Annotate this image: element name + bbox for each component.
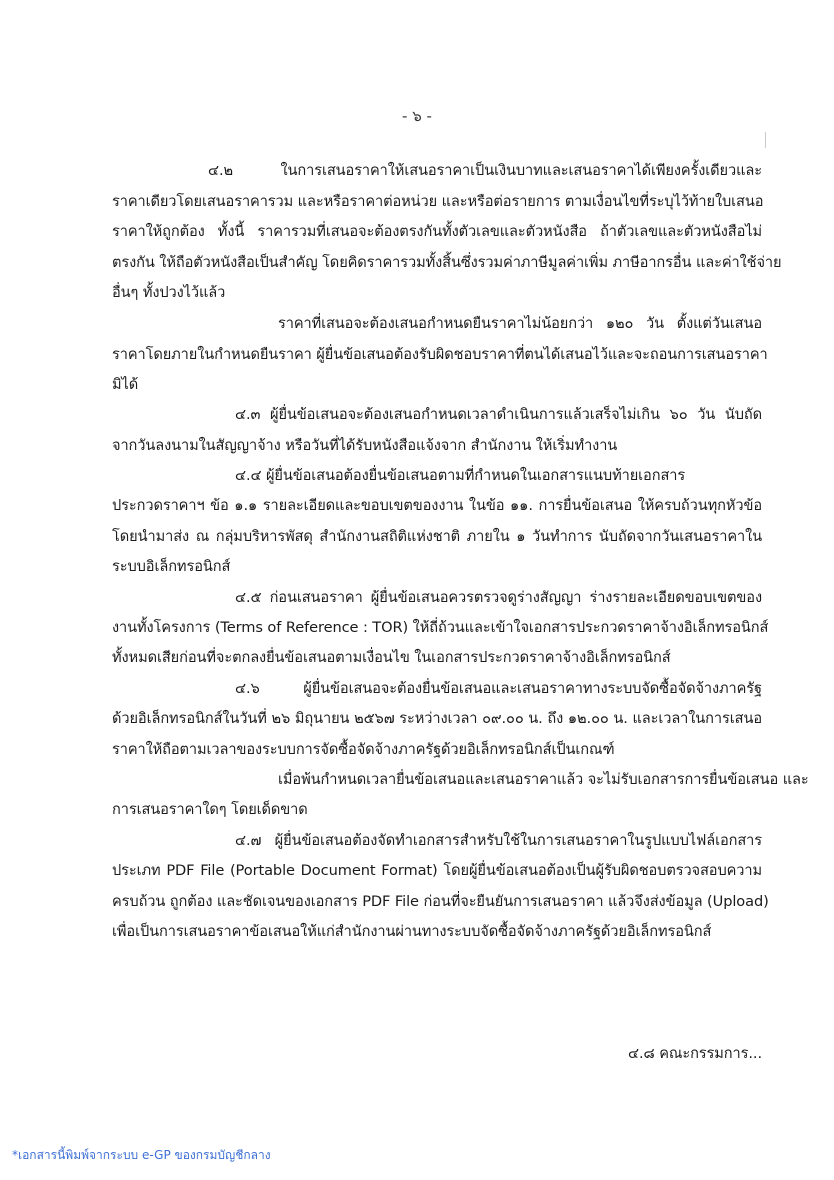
margin-mark bbox=[765, 132, 766, 148]
page-number: - ๖ - bbox=[402, 107, 432, 125]
text-line: ราคาเดียวโดยเสนอราคารวม และหรือราคาต่อหน่วย และหรือต่อรายการ ตามเงื่อนไขที่ระบุไว้ท้ายใบเสนอ bbox=[112, 193, 764, 210]
clause-4-4-line: ๔.๔ ผู้ยื่นข้อเสนอต้องยื่นข้อเสนอตามที่กำหนดในเอกสารแนบท้ายเอกสาร bbox=[235, 467, 686, 484]
text-line: ตรงกัน ให้ถือตัวหนังสือเป็นสำคัญ โดยคิดราคารวมทั้งสิ้นซึ่งรวมค่าภาษีมูลค่าเพิ่ม ภาษีอากรอื่น และค่าใช้จ่าย bbox=[112, 254, 782, 271]
egp-footer-note: *เอกสารนี้พิมพ์จากระบบ e-GP ของกรมบัญชีกลาง bbox=[12, 1148, 271, 1162]
text-line: ด้วยอิเล็กทรอนิกส์ในวันที่ ๒๖ มิถุนายน ๒๕๖๗ ระหว่างเวลา ๐๙.๐๐ น. ถึง ๑๒.๐๐ น. และเวลาในการเสนอ bbox=[112, 710, 762, 727]
text-line: อื่นๆ ทั้งปวงไว้แล้ว bbox=[112, 284, 226, 301]
text-line: มิได้ bbox=[112, 376, 139, 393]
text-line: ราคาให้ถือตามเวลาของระบบการจัดซื้อจัดจ้างภาครัฐด้วยอิเล็กทรอนิกส์เป็นเกณฑ์ bbox=[112, 741, 615, 758]
text-line: โดยนำมาส่ง ณ กลุ่มบริหารพัสดุ สำนักงานสถิติแห่งชาติ ภายใน ๑ วันทำการ นับถัดจากวันเสนอราคาใน bbox=[112, 528, 762, 545]
text-line: การเสนอราคาใดๆ โดยเด็ดขาด bbox=[112, 801, 308, 818]
clause-4-2-line: ๔.๒ ในการเสนอราคาให้เสนอราคาเป็นเงินบาทและเสนอราคาได้เพียงครั้งเดียวและ bbox=[208, 162, 762, 179]
text-line: ราคาโดยภายในกำหนดยืนราคา ผู้ยื่นข้อเสนอต้องรับผิดชอบราคาที่ตนได้เสนอไว้และจะถอนการเสนอราคา bbox=[112, 346, 768, 363]
text-line: ครบถ้วน ถูกต้อง และชัดเจนของเอกสาร PDF File ก่อนที่จะยืนยันการเสนอราคา แล้วจึงส่งข้อมูล (Upload) bbox=[112, 893, 769, 910]
clause-4-3-line: ๔.๓ ผู้ยื่นข้อเสนอจะต้องเสนอกำหนดเวลาดำเนินการแล้วเสร็จไม่เกิน ๖๐ วัน นับถัด bbox=[235, 406, 762, 423]
continuation-text: ๔.๘ คณะกรรมการ... bbox=[628, 1045, 762, 1062]
text-line: ทั้งหมดเสียก่อนที่จะตกลงยื่นข้อเสนอตามเงื่อนไข ในเอกสารประกวดราคาจ้างอิเล็กทรอนิกส์ bbox=[112, 649, 671, 666]
clause-4-7-line: ๔.๗ ผู้ยื่นข้อเสนอต้องจัดทำเอกสารสำหรับใช้ในการเสนอราคาในรูปแบบไฟล์เอกสาร bbox=[235, 832, 762, 849]
clause-4-6-line: ๔.๖ ผู้ยื่นข้อเสนอจะต้องยื่นข้อเสนอและเสนอราคาทางระบบจัดซื้อจัดจ้างภาครัฐ bbox=[235, 680, 762, 697]
text-line: ประกวดราคาฯ ข้อ ๑.๑ รายละเอียดและขอบเขตของงาน ในข้อ ๑๑. การยื่นข้อเสนอ ให้ครบถ้วนทุกหัวข้อ bbox=[112, 497, 762, 514]
clause-4-5-line: ๔.๕ ก่อนเสนอราคา ผู้ยื่นข้อเสนอควรตรวจดูร่างสัญญา ร่างรายละเอียดขอบเขตของ bbox=[235, 589, 762, 606]
text-line: ระบบอิเล็กทรอนิกส์ bbox=[112, 558, 231, 575]
text-line: เพื่อเป็นการเสนอราคาข้อเสนอให้แก่สำนักงานผ่านทางระบบจัดซื้อจัดจ้างภาครัฐด้วยอิเล็กทรอนิกส์ bbox=[112, 923, 712, 940]
text-line: ราคาให้ถูกต้อง ทั้งนี้ ราคารวมที่เสนอจะต้องตรงกันทั้งตัวเลขและตัวหนังสือ ถ้าตัวเลขและตัวหนังสือไม่ bbox=[112, 223, 762, 240]
text-line: ประเภท PDF File (Portable Document Format) โดยผู้ยื่นข้อเสนอต้องเป็นผู้รับผิดชอบตรวจสอบความ bbox=[112, 862, 762, 879]
text-line: งานทั้งโครงการ (Terms of Reference : TOR) ให้ถี่ถ้วนและเข้าใจเอกสารประกวดราคาจ้างอิเล็กทรอนิกส์ bbox=[112, 619, 769, 636]
text-line: จากวันลงนามในสัญญาจ้าง หรือวันที่ได้รับหนังสือแจ้งจาก สำนักงาน ให้เริ่มทำงาน bbox=[112, 437, 618, 454]
text-line: เมื่อพ้นกำหนดเวลายื่นข้อเสนอและเสนอราคาแล้ว จะไม่รับเอกสารการยื่นข้อเสนอ และ bbox=[278, 771, 809, 788]
text-line: ราคาที่เสนอจะต้องเสนอกำหนดยืนราคาไม่น้อยกว่า ๑๒๐ วัน ตั้งแต่วันเสนอ bbox=[278, 315, 762, 332]
